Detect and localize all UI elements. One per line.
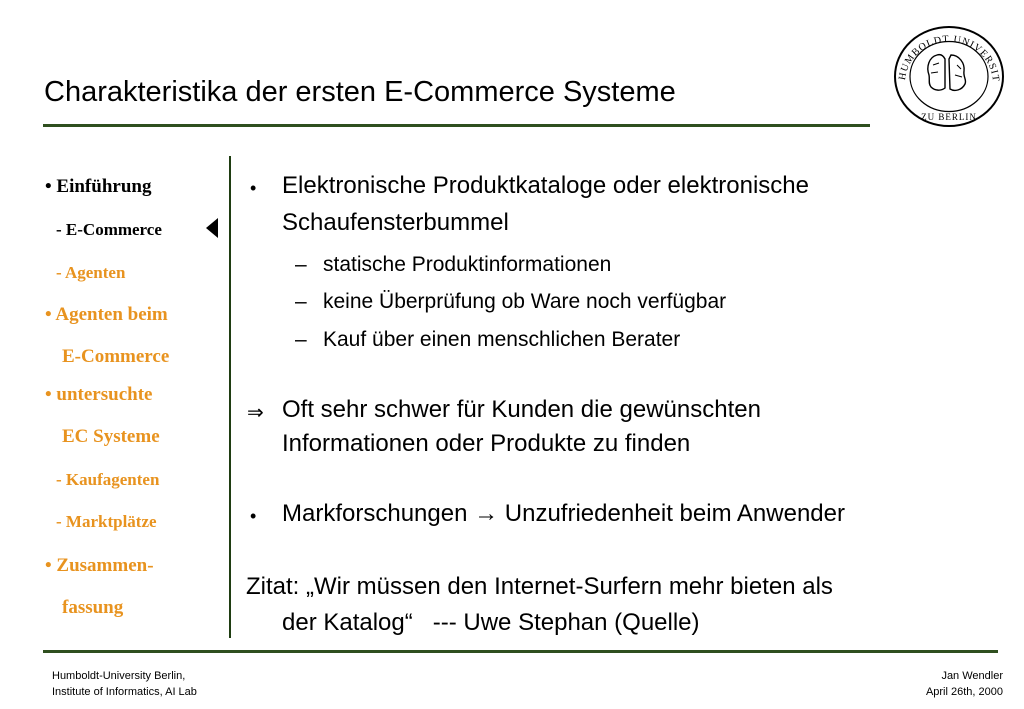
sub-item: keine Überprüfung ob Ware noch verfügbar bbox=[323, 290, 727, 313]
bullet1-line1: Elektronische Produktkataloge oder elektronische bbox=[282, 172, 809, 199]
quote-line1: Zitat: „Wir müssen den Internet-Surfern mehr bieten als bbox=[246, 573, 833, 600]
footer-author: Jan Wendler bbox=[941, 670, 1003, 682]
university-seal-logo bbox=[893, 25, 1005, 128]
bullet2-line1: Oft sehr schwer für Kunden die gewünschten bbox=[282, 396, 761, 423]
slide-title: Charakteristika der ersten E-Commerce Systeme bbox=[44, 76, 676, 108]
title-divider bbox=[43, 124, 870, 127]
sub-item: Kauf über einen menschlichen Berater bbox=[323, 328, 681, 351]
footer-divider bbox=[43, 650, 998, 653]
nav-item-zusammen[interactable]: • Zusammen- bbox=[45, 555, 154, 576]
nav-item-zusammenfassung[interactable]: fassung bbox=[62, 597, 124, 618]
implies-arrow-icon: ⇒ bbox=[247, 402, 264, 424]
nav-item-agenten-beim-e-commerce[interactable]: E-Commerce bbox=[62, 346, 170, 367]
quote-line2: der Katalog“ --- Uwe Stephan (Quelle) bbox=[282, 609, 700, 636]
footer-department: Institute of Informatics, AI Lab bbox=[52, 686, 197, 698]
svg-text:HUMBOLDT UNIVERSITÄT: HUMBOLDT UNIVERSIT bbox=[896, 33, 1002, 83]
bullet3-text-b: Unzufriedenheit beim Anwender bbox=[504, 500, 845, 527]
dash-icon: – bbox=[295, 290, 307, 313]
sidebar-divider bbox=[229, 156, 231, 638]
footer-right bbox=[926, 668, 1003, 700]
bullet2-line2: Informationen oder Produkte zu finden bbox=[282, 430, 691, 457]
footer-date: April 26th, 2000 bbox=[925, 686, 1003, 698]
dash-icon: – bbox=[295, 253, 307, 276]
bullet-icon: • bbox=[250, 506, 257, 526]
nav-item-agenten-beim[interactable]: • Agenten beim bbox=[45, 304, 168, 325]
nav-item-agenten[interactable]: - Agenten bbox=[56, 263, 126, 282]
nav-item-marktplaetze[interactable]: - Marktplätze bbox=[56, 512, 157, 531]
current-section-marker-icon bbox=[206, 218, 218, 238]
nav-item-e-commerce[interactable]: - E-Commerce bbox=[56, 220, 162, 239]
svg-text:ZU BERLIN: ZU BERLIN bbox=[921, 112, 977, 122]
right-arrow-icon: → bbox=[474, 500, 499, 527]
bullet1-line2: Schaufensterbummel bbox=[282, 209, 509, 236]
bullet3-line bbox=[282, 500, 845, 528]
nav-item-kaufagenten[interactable]: - Kaufagenten bbox=[56, 470, 160, 489]
dash-icon: – bbox=[295, 328, 307, 351]
bullet3-text-a: Markforschungen bbox=[282, 500, 468, 527]
nav-item-einfuehrung[interactable]: • Einführung bbox=[45, 176, 152, 197]
footer-institution: Humboldt-University Berlin, bbox=[52, 670, 186, 682]
bullet-icon: • bbox=[250, 178, 257, 198]
sub-item: statische Produktinformationen bbox=[323, 253, 612, 276]
footer-left bbox=[52, 668, 197, 700]
nav-item-ec-systeme[interactable]: EC Systeme bbox=[62, 426, 160, 447]
nav-item-untersuchte[interactable]: • untersuchte bbox=[45, 384, 153, 405]
